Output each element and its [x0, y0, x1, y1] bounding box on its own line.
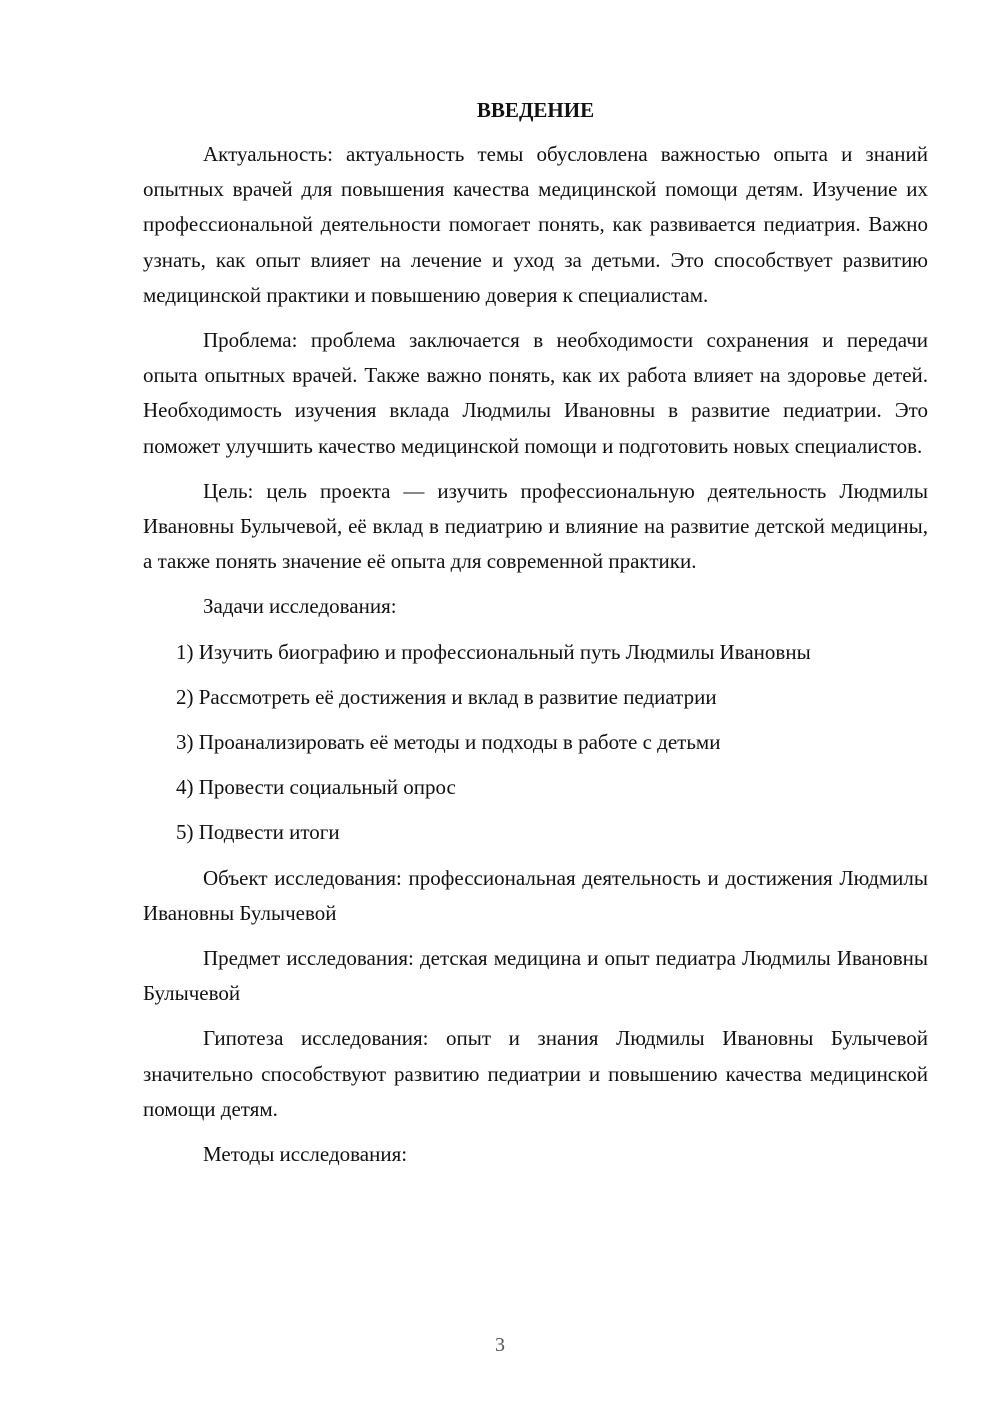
- list-item: 2) Рассмотреть её достижения и вклад в развитие педиатрии: [176, 684, 717, 709]
- goal-paragraph: Цель: цель проекта — изучить профессиональную деятельность Людмилы Ивановны Булычевой, её вклад в педиатрию и влияние на развитие детской медицины, а также понять значение её опыта для современной практики.: [143, 478, 928, 574]
- hypothesis-paragraph: Гипотеза исследования: опыт и знания Людмилы Ивановны Булычевой значительно способствуют развитию педиатрии и повышению качества медицинской помощи детям.: [143, 1026, 928, 1121]
- problem-paragraph: Проблема: проблема заключается в необходимости сохранения и передачи опыта опытных врачей. Также важно понять, как их работа влияет на здоровье детей. Необходимость изучения вклада Людмилы Ивановны в развитие педиатрии. Это поможет улучшить качество медицинской помощи и подготовить новых специалистов.: [143, 328, 928, 458]
- list-item: 3) Проанализировать её методы и подходы в работе с детьми: [176, 730, 721, 755]
- object-paragraph: Объект исследования: профессиональная деятельность и достижения Людмилы Ивановны Булычевой: [143, 865, 928, 925]
- page-number: 3: [495, 1334, 505, 1356]
- list-item: 1) Изучить биографию и профессиональный путь Людмилы Ивановны: [176, 639, 811, 664]
- relevance-paragraph: Актуальность: актуальность темы обусловлена важностью опыта и знаний опытных врачей для повышения качества медицинской помощи детям. Изучение их профессиональной деятельности помогает понять, как развивается педиатрия. Важно узнать, как опыт влияет на лечение и уход за детьми. Это способствует развитию медицинской практики и повышению доверия к специалистам.: [143, 142, 928, 307]
- list-item: 4) Провести социальный опрос: [176, 775, 456, 800]
- subject-paragraph: Предмет исследования: детская медицина и опыт педиатра Людмилы Ивановны Булычевой: [143, 946, 928, 1006]
- tasks-heading: Задачи исследования:: [203, 594, 397, 619]
- section-heading: ВВЕДЕНИЕ: [476, 98, 595, 122]
- tasks-list: [143, 635, 928, 851]
- methods-heading: Методы исследования:: [203, 1142, 408, 1167]
- page-content: [143, 95, 928, 1182]
- list-item: 5) Подвести итоги: [176, 820, 340, 845]
